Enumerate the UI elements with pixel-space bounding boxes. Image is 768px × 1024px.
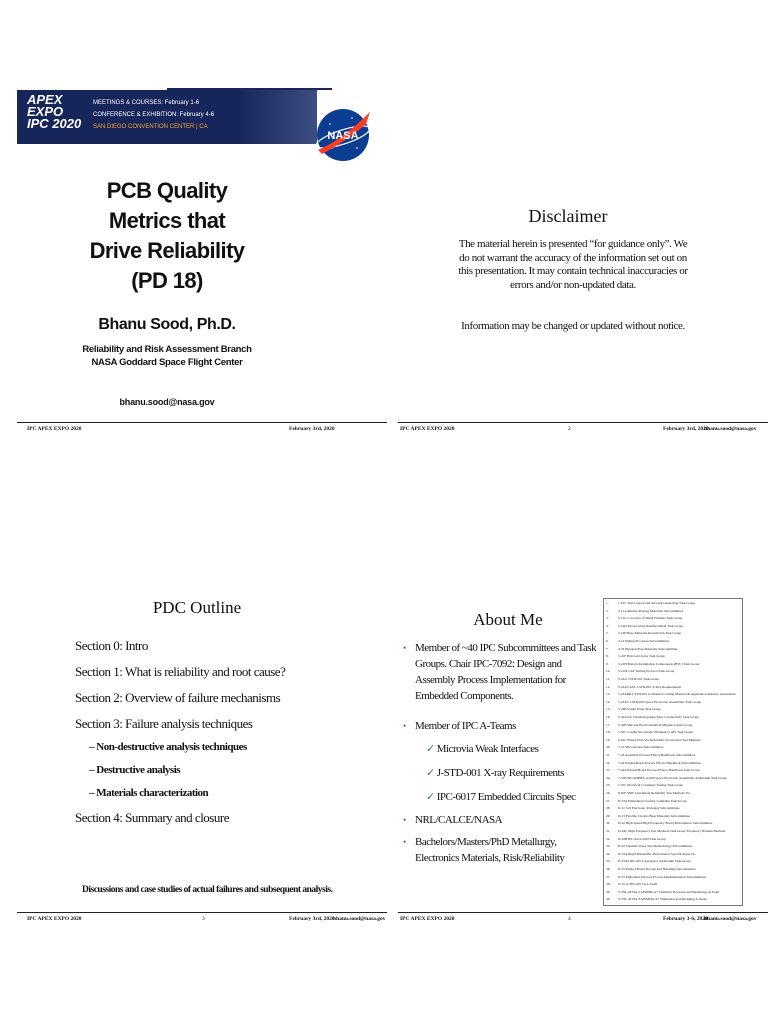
task-group-row — [606, 669, 674, 673]
task-group-number: 19. — [606, 737, 611, 742]
task-group-label: 5-22ARR J-STD-001 Conformal Coating Material & Application Industry Assessment — [618, 692, 736, 697]
task-group-row — [606, 761, 701, 765]
task-group-number: 22. — [606, 760, 611, 765]
outline-note: Discussions and case studies of actual failures and subsequent analysis. — [82, 885, 333, 895]
task-group-number: 14. — [606, 699, 611, 704]
task-group-row — [606, 890, 719, 894]
task-group-number: 11. — [606, 677, 611, 681]
outline-section: Section 2: Overview of failure mechanisms — [75, 690, 281, 705]
task-group-number: 24. — [606, 775, 611, 780]
svg-text:NASA: NASA — [327, 130, 359, 142]
task-group-number: 3. — [606, 616, 609, 621]
task-group-label: 6-10C Plated-Thru Via Reliability-Accelerated Test Methods — [618, 737, 701, 742]
about-item: • Member of IPC A-Teams — [403, 720, 516, 732]
task-group-label: 7-31C Electrical Continuity Testing Task Group — [618, 783, 684, 788]
footer-event: IPC APEX EXPO 2020 — [27, 426, 82, 432]
a-team-item: ✓ IPC-6017 Embedded Circuits Spec — [426, 791, 576, 803]
task-group-row — [606, 852, 695, 856]
task-group-label: D-32B IPC-2221/2222 Task Group — [618, 836, 666, 841]
task-group-number: 5. — [606, 631, 609, 636]
task-group-number: 1. — [606, 601, 609, 605]
author-affiliation: Reliability and Risk Assessment Branch NASA Goddard Space Flight Center — [82, 344, 252, 368]
task-group-number: 40. — [606, 897, 611, 902]
task-group-label: 3-12D Woven Glass Reinforcement Task Group — [618, 623, 683, 628]
task-group-number: 30. — [606, 821, 611, 826]
author-name: Bhanu Sood, Ph.D. — [98, 316, 236, 333]
task-group-label: 4-33 Halogen-Free Materials Subcommittee — [618, 646, 678, 651]
about-item: • NRL/CALCE/NASA — [403, 814, 503, 826]
task-group-row — [606, 829, 725, 833]
task-group-list — [603, 598, 743, 906]
slide-footer — [17, 912, 387, 926]
outline-section: Section 4: Summary and closure — [75, 810, 229, 825]
task-group-label: 5-32A Ion Chromatography/Ionic Conductivity Task Group — [618, 715, 699, 719]
slide-outline — [17, 560, 387, 920]
task-group-row — [606, 844, 692, 848]
task-group-label: 5-21H Bottom Termination Components (BTC) Task Group — [618, 661, 700, 666]
about-item: • Bachelors/Masters/PhD Metallurgy, Electronics Materials, Risk/Reliability — [403, 836, 565, 864]
outline-subsection: – Materials characterization — [89, 787, 209, 799]
task-group-label: D-33A Embedded Circuitry Guideline Task Group — [618, 798, 687, 803]
task-group-number: 12. — [606, 684, 611, 689]
task-group-number: 37. — [606, 874, 611, 879]
outline-subsection: – Destructive analysis — [89, 764, 181, 776]
task-group-number: 28. — [606, 806, 611, 811]
task-group-label: D-33AS IPC-6012 Aerospace Addendum Task Group — [618, 859, 691, 864]
task-group-number: 33. — [606, 844, 611, 849]
outline-section: Section 0: Intro — [75, 638, 148, 653]
task-group-row — [606, 631, 681, 635]
footer-email: bhanu.sood@nasa.gov — [333, 916, 386, 922]
task-group-number: 10. — [606, 669, 611, 674]
task-group-row — [606, 692, 736, 696]
disclaimer-note: Information may be changed or updated without notice. — [461, 320, 685, 332]
slide-footer — [398, 422, 768, 436]
task-group-label: 3-11 Laminate Prepreg Materials Subcommittee — [618, 608, 684, 613]
task-group-number: 15. — [606, 707, 611, 712]
task-group-number: 18. — [606, 730, 611, 735]
checkmark-icon: ✓ — [426, 767, 435, 779]
task-group-label: 3-11G Corrosion of Metal Finishes Task Group — [618, 616, 683, 621]
task-group-number: 13. — [606, 692, 611, 697]
task-group-label: 5-21M CAF Testing Protocol Task Group — [618, 669, 675, 674]
task-group-row — [606, 821, 712, 825]
task-group-label: 5-24B Solder Paste Task Group — [618, 707, 661, 712]
slide-title — [17, 90, 387, 450]
task-group-row — [606, 867, 696, 871]
banner-conference: CONFERENCE & EXHIBITION: February 4-6 — [93, 112, 215, 118]
page-number: 2 — [568, 426, 571, 432]
bullet-icon: • — [403, 643, 406, 653]
task-group-row — [606, 730, 693, 734]
task-group-number: 21. — [606, 753, 611, 757]
footer-event: IPC APEX EXPO 2020 — [27, 916, 82, 922]
task-group-label: D-33A Rigid Printed Bd. Performance Specifications TG — [618, 851, 696, 856]
task-group-number: 8. — [606, 654, 609, 659]
task-group-label: 7-12 Microsection Subcommittee — [618, 745, 664, 750]
banner-venue: SAN DIEGO CONVENTION CENTER | CA — [93, 124, 208, 130]
footer-event: IPC APEX EXPO 2020 — [400, 916, 455, 922]
task-group-row — [606, 654, 665, 658]
task-group-label: 7-31B IPC/WHMA-A-620 Space Electronic Assemblies Addendum Task Group — [618, 775, 727, 780]
task-group-label: V-TSL-MVIA-3 MSMOD-A7 Simulation and Modeling A-Team — [618, 897, 707, 902]
task-group-row — [606, 685, 681, 689]
task-group-label: 4-14 Plating Processes Subcommittee — [618, 639, 670, 643]
bullet-icon: • — [403, 721, 406, 731]
task-group-row — [606, 707, 661, 711]
task-group-label: 7-23 Assembly Process Effects Handbook Subcommittee — [618, 753, 696, 757]
page-number: 4 — [568, 916, 571, 922]
task-group-label: 5-32B SIR and Electrochemical Migration Task Group — [618, 722, 693, 727]
task-group-label: D-22 High Speed/High Frequency Board Performance Subcommittee — [618, 821, 713, 826]
slide-about-me — [398, 560, 768, 920]
task-group-row — [606, 738, 701, 742]
slide-title: Disclaimer — [528, 206, 608, 226]
task-group-number: 23. — [606, 768, 611, 773]
task-group-label: D-55 Embedded Devices Process Implementation Subcommittee — [618, 874, 707, 879]
task-group-row — [606, 723, 692, 727]
task-group-row — [606, 662, 699, 666]
outline-section: Section 1: What is reliability and root cause? — [75, 664, 286, 679]
author-email: bhanu.sood@nasa.gov — [119, 397, 215, 407]
task-group-number: 16. — [606, 715, 611, 719]
task-group-label: 1-10C Test Coupon and Artwork Generation Task Group — [618, 601, 695, 605]
task-group-row — [606, 837, 666, 841]
task-group-number: 20. — [606, 745, 611, 750]
task-group-row — [606, 776, 727, 780]
task-group-label: 5-32C Conductive Anodic Filament (CAF) Task Group — [618, 730, 693, 735]
task-group-label: 3-12E Base Materials Roundrobin Task Group — [618, 631, 682, 636]
slide-disclaimer — [398, 90, 768, 450]
task-group-number: 31. — [606, 829, 611, 833]
task-group-number: 38. — [606, 882, 611, 887]
task-group-number: 2. — [606, 608, 609, 613]
presentation-title: PCB Quality Metrics that Drive Reliability (PD 18) — [89, 178, 245, 293]
task-group-row — [606, 859, 691, 863]
task-group-number: 9. — [606, 661, 609, 666]
task-group-number: 32. — [606, 836, 611, 841]
task-group-number: 29. — [606, 813, 611, 818]
task-group-row — [606, 715, 699, 719]
task-group-row — [606, 814, 690, 818]
task-group-row — [606, 647, 678, 651]
apex-expo-banner — [17, 90, 317, 144]
footer-email: bhanu.sood@nasa.gov — [704, 916, 757, 922]
task-group-number: 36. — [606, 867, 611, 871]
apex-expo-logo: APEX EXPO IPC 2020 — [27, 92, 82, 131]
task-group-row — [606, 745, 663, 749]
task-group-label: D-35 Printed Board Storage and Handling Subcommittee — [618, 867, 696, 871]
task-group-row — [606, 897, 706, 901]
task-group-row — [606, 601, 695, 605]
task-group-label: D-11 3-D Electronic Packages Subcommittee — [618, 806, 680, 811]
about-item: • Member of ~40 IPC Subcommittees and Task Groups. Chair IPC-7092: Design and Assembly Process Implementation for Embedded Components. — [403, 642, 597, 702]
task-group-row — [606, 768, 699, 772]
footer-email: bhanu.sood@nasa.gov — [704, 426, 757, 432]
task-group-label: 5-21F Ball Grid Array Task Group — [618, 654, 665, 659]
task-group-row — [606, 624, 683, 628]
task-group-label: 5-22AS J-STD-001 Space Electronic Assemblies Task Group — [618, 699, 702, 704]
a-team-item: ✓ J-STD-001 X-ray Requirements — [426, 767, 564, 779]
task-group-row — [606, 882, 657, 886]
page-number: 3 — [202, 916, 205, 922]
footer-date: February 3-6, 2020 — [663, 916, 708, 922]
task-group-number: 4. — [606, 623, 609, 628]
task-group-row — [606, 616, 682, 620]
task-group-row — [606, 639, 669, 643]
task-group-label: D-55 A-TPC-6017A A-Team — [618, 882, 658, 887]
checkmark-icon: ✓ — [426, 743, 435, 755]
bullet-icon: • — [403, 837, 406, 847]
slide-footer — [17, 422, 387, 436]
slide-footer — [398, 912, 768, 926]
footer-date: February 3rd, 2020 — [289, 916, 335, 922]
task-group-row — [606, 783, 683, 787]
disclaimer-text: The material herein is presented “for guidance only”. We do not warrant the accuracy of the information set out on this presentation. It may contain technical inaccuracies or errors and/or non-updated data. — [458, 238, 688, 291]
task-group-row — [606, 799, 687, 803]
task-group-row — [606, 677, 659, 681]
task-group-number: 6. — [606, 639, 609, 643]
outline-section: Section 3: Failure analysis techniques — [75, 716, 253, 731]
task-group-label: D-13 Flexible Circuits Base Materials Subcommittee — [618, 813, 691, 818]
a-team-item: ✓ Microvia Weak Interfaces — [426, 743, 539, 755]
task-group-label: 8-81F SMT Attachment Reliability Test Methods TG — [618, 791, 690, 795]
task-group-label: V-TSL-MVIA-1 MSDPR-A7 Chemical Processes and Metallurgy A-Team — [618, 889, 720, 894]
task-group-label: 5-22A J-STD-001 Task Group — [618, 677, 660, 681]
outline-subsection: – Non-destructive analysis techniques — [89, 741, 247, 753]
task-group-label: 7-24 Printed Board Process Effects Handbook Subcommittee — [618, 760, 701, 765]
task-group-number: 27. — [606, 798, 611, 803]
task-group-row — [606, 753, 695, 757]
task-group-number: 7. — [606, 646, 609, 651]
task-group-number: 26. — [606, 791, 611, 795]
bullet-icon: • — [403, 815, 406, 825]
task-group-label: D-24C High Frequency Test Methods Task Group Frequency Domain Methods — [618, 829, 726, 833]
task-group-number: 17. — [606, 722, 611, 727]
task-group-label: D-32 Thermal Stress Test Methodology Subcommittee — [618, 844, 693, 849]
slide-title: About Me — [473, 610, 543, 629]
task-group-number: 39. — [606, 889, 611, 894]
task-group-row — [606, 875, 706, 879]
footer-event: IPC APEX EXPO 2020 — [400, 426, 455, 432]
task-group-row — [606, 806, 680, 810]
task-group-number: 35. — [606, 859, 611, 864]
banner-meetings: MEETINGS & COURSES: February 1-6 — [93, 100, 200, 106]
footer-date: February 3rd, 2020 — [663, 426, 709, 432]
task-group-number: 25. — [606, 783, 611, 788]
task-group-row — [606, 700, 701, 704]
task-group-label: 7-24A Printed Board Process Effects Handbook Task Group — [618, 768, 700, 773]
slide-title: PDC Outline — [152, 598, 242, 617]
nasa-meatball-logo — [312, 104, 374, 166]
task-group-number: 34. — [606, 851, 611, 856]
task-group-label: 5-22AS AS5-J-STD-001 X-Ray Requirements — [618, 684, 682, 689]
task-group-row — [606, 791, 690, 795]
footer-date: February 3rd, 2020 — [289, 426, 335, 432]
checkmark-icon: ✓ — [426, 791, 435, 803]
task-group-row — [606, 609, 683, 613]
